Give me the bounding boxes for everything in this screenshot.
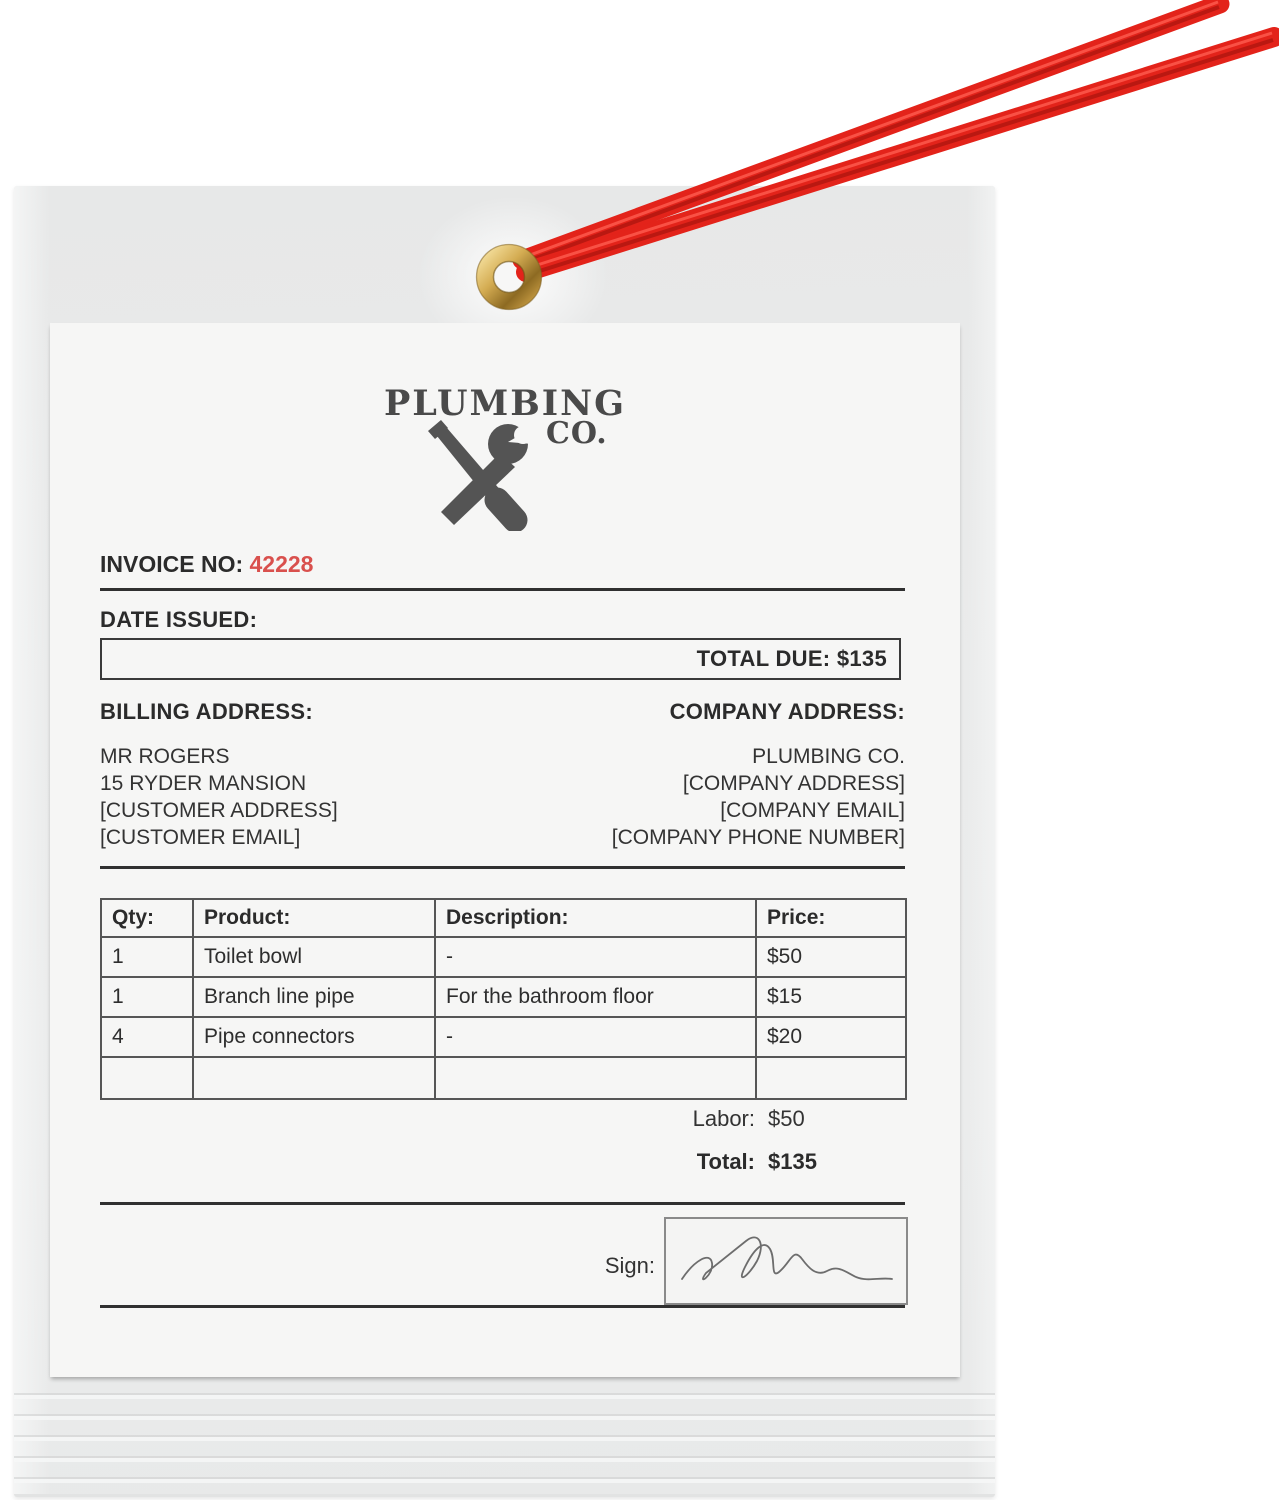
table-row bbox=[101, 977, 906, 1017]
table-cell: - bbox=[435, 1017, 756, 1057]
table-cell bbox=[193, 1057, 435, 1099]
company-line: [COMPANY ADDRESS] bbox=[682, 772, 905, 795]
divider-rule bbox=[100, 1202, 905, 1205]
table-header-row bbox=[101, 899, 906, 937]
divider-rule bbox=[100, 588, 905, 591]
table-cell: $50 bbox=[756, 937, 906, 977]
labor-label: Labor: bbox=[692, 1106, 755, 1131]
product-header: Product: bbox=[193, 899, 435, 937]
table-cell: Pipe connectors bbox=[193, 1017, 435, 1057]
total-due-text: TOTAL DUE: $135 bbox=[696, 646, 887, 671]
billing-line: [CUSTOMER ADDRESS] bbox=[100, 799, 338, 822]
invoice-number-row bbox=[100, 551, 313, 578]
sign-label: Sign: bbox=[604, 1253, 655, 1278]
signature-box bbox=[664, 1217, 908, 1305]
date-issued-label: DATE ISSUED: bbox=[100, 607, 258, 632]
logo-text-co: CO. bbox=[546, 416, 608, 451]
company-line: [COMPANY EMAIL] bbox=[720, 799, 905, 822]
line-items-table bbox=[100, 898, 907, 1100]
invoice-number-label: INVOICE NO: bbox=[100, 551, 244, 577]
billing-line: [CUSTOMER EMAIL] bbox=[100, 826, 301, 849]
table-cell: $15 bbox=[756, 977, 906, 1017]
table-cell bbox=[435, 1057, 756, 1099]
table-row bbox=[101, 1017, 906, 1057]
qty-header: Qty: bbox=[101, 899, 193, 937]
sleeve-bottom-weld-lines bbox=[14, 1378, 995, 1497]
total-due-box bbox=[100, 638, 901, 680]
divider-rule bbox=[100, 866, 905, 869]
total-value: $135 bbox=[768, 1149, 817, 1174]
logo-text-plumbing: PLUMBING bbox=[383, 383, 627, 424]
invoice-number-value: 42228 bbox=[249, 551, 314, 577]
company-address-heading: COMPANY ADDRESS: bbox=[669, 699, 905, 724]
table-cell: - bbox=[435, 937, 756, 977]
billing-line: 15 RYDER MANSION bbox=[100, 772, 307, 795]
divider-rule bbox=[100, 1305, 905, 1308]
table-cell: For the bathroom floor bbox=[435, 977, 756, 1017]
table-cell bbox=[101, 1057, 193, 1099]
invoice-paper bbox=[50, 323, 960, 1377]
signature bbox=[666, 1219, 906, 1303]
company-line: PLUMBING CO. bbox=[752, 745, 905, 768]
billing-address-heading: BILLING ADDRESS: bbox=[100, 699, 313, 724]
table-row bbox=[101, 937, 906, 977]
table-cell: Toilet bowl bbox=[193, 937, 435, 977]
company-address-block bbox=[612, 743, 905, 851]
table-cell: $20 bbox=[756, 1017, 906, 1057]
table-cell: 1 bbox=[101, 937, 193, 977]
company-line: [COMPANY PHONE NUMBER] bbox=[611, 826, 905, 849]
table-cell: 4 bbox=[101, 1017, 193, 1057]
table-empty-row bbox=[101, 1057, 906, 1099]
billing-address-block bbox=[100, 743, 338, 851]
table-cell: Branch line pipe bbox=[193, 977, 435, 1017]
crossed-tools-icon bbox=[420, 419, 544, 531]
price-header: Price: bbox=[756, 899, 906, 937]
description-header: Description: bbox=[435, 899, 756, 937]
labor-value: $50 bbox=[768, 1106, 805, 1131]
table-cell bbox=[756, 1057, 906, 1099]
sleeve-right-fold bbox=[961, 186, 995, 1497]
billing-line: MR ROGERS bbox=[100, 745, 230, 768]
total-label: Total: bbox=[696, 1149, 755, 1174]
table-cell: 1 bbox=[101, 977, 193, 1017]
